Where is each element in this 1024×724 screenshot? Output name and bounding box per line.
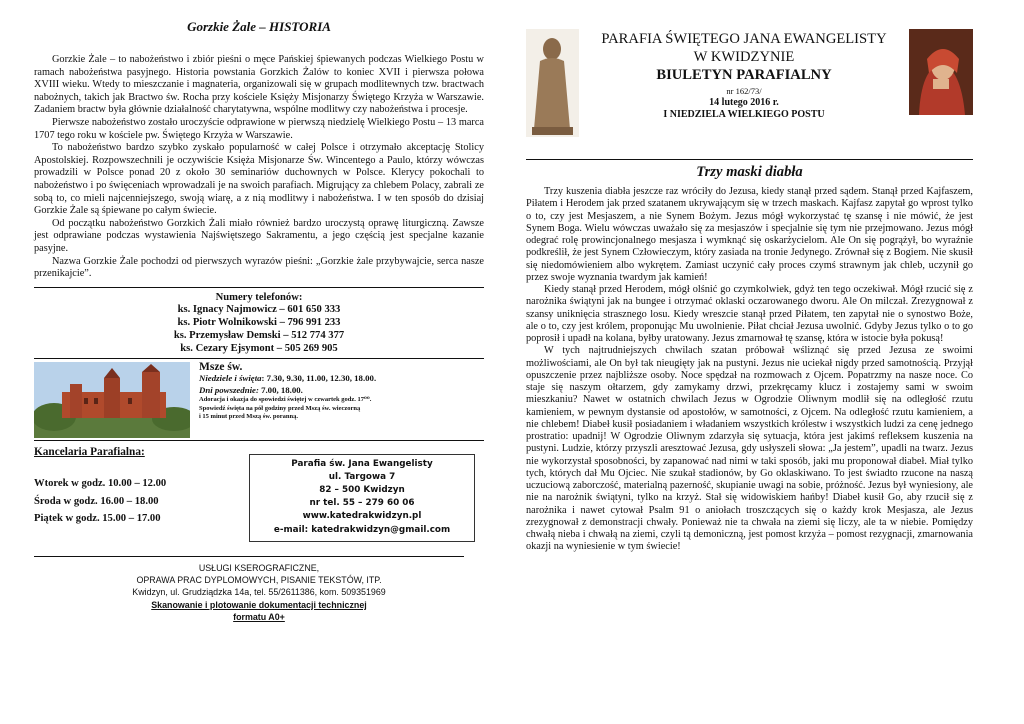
- weekday-label: Dni powszednie:: [199, 384, 259, 395]
- divider: [34, 556, 464, 557]
- issue-number: nr 162/73/: [726, 86, 762, 96]
- article-paragraph: Trzy kuszenia diabła jeszcze raz wróciły do Jezusa, kiedy stanął przed sądem. Stanął przed Kajfaszem, Piłatem i Herodem jak przed szatanem ukrywającym się w trzech maskach. Kajfasz zapytał go wprost tylko o to, czy jest Mesjaszem, a nie Synem Bożym. Jezus mógł wykorzystać tę szansę i nie mówić, że jest Synem Boga. Wielu wówczas uważało się za mesjaszów i specjalnie się tym nie przejmowano. Jezus mógł odegrać rolę prowincjonalnego mesjasza i wymknąć się oskarżycielom. Ale On się pogrążył, bo wyraźnie podkreślił, że jest Synem Człowieczym, który zasiada na tronie Jedynego. Zrównał się z Bogiem. Nie skusił się niedomówieniem albo wykrętem. Zamiast uczynić cały proces czymś strawnym jak chleb, uczynił go przez swoje wyznania twardym jak kamień!: [526, 186, 973, 283]
- history-paragraph: To nabożeństwo bardzo szybko zyskało popularność w całej Polsce i otrzymało akceptację Stolicy Apostolskiej. Rozpowszechnili je oczywiście Księża Misjonarze Św. Wincentego a Paulo, którzy wówczas prowadzili w Polsce ponad 20 z około 30 seminariów duchownych w Polsce. Klerycy pokochali to nabożeństwo i po święceniach wprowadzali je na swoich parafiach. Migrujący za chlebem Polacy, zabrali ze sobą to, co mieli najcenniejszego, swoją wiarę, a z nią modlitwy i nabożeństwa. I w ten sposób do dzisiaj Gorzkie Żale są śpiewane po całym świecie.: [34, 142, 484, 217]
- office-title: Kancelaria Parafialna:: [34, 445, 145, 458]
- sunday-mass: [199, 373, 376, 385]
- services-ad: [34, 562, 484, 623]
- divider: [526, 159, 973, 160]
- saint-statue-image: [526, 29, 579, 137]
- article-paragraph: W tych najtrudniejszych chwilach szatan próbował wśliznąć się przed Jezusa ze swoimi możliwościami, ale On był tak nieugięty jak na pustyni. Jezus nie uciekał nigdy przed samotnością. Przyjął opuszczenie przez najbliższe osoby. Noce spędzał na rozmowach z Ojcem. Popatrzmy na nasze noce. Co staje się naszym ołtarzem, gdy zamykamy drzwi, przekręcamy klucz i zostajemy sami w swoim mieszkaniu? Nawet w ostatnich chwilach Jezus w Ogrodzie Oliwnym modlił się na odległość rzutu kamieniem, w pewnym dystansie od apostołów, w samotności, z Ojcem. Na odległość rzutu kamieniem, a nie chlebem! Diabeł kusił posiadaniem i władaniem wszystkich królestw i wszystkich ludzi za cenę jednego prostratio: upadnij! W Ogrodzie Oliwnym zdarzyła się sytuacja, która jest jakimś refleksem kuszenia na pustyni. Ludzie, którzy przyszli aresztować Jezusa, gdy usłyszeli słowa: „Ja jestem”, upadli na twarz. Jezus nie wykorzystał sposobności, by zapanować nad nimi w taki sposób, jaki mu proponował diabeł. Miał tylko tych, których dał Mu Ojciec. Nie szukał stadionów, by Go oklaskiwano. To jest świadto rzucone na naszą uczuciową zaborczość, materialną pazerność, skupianie uwagi na sobie, próżność. Jezus był wyniesiony, ale nie na narożnik świątyni, tylko na krzyż. Stał się widowiskiem hańby! Diabeł kusił Go, aby rzucił się z narożnika i nawet cytował Psalm 91 o aniołach troszczących się o każdy krok Mesjasza, ale Jezus zrezygnował z demonstracji chwały. Ponieważ nie ta chwała na ziemi się liczy, ale ta w niebie. Pomiędzy chwałą nieba i chwałą na ziemi, czyli tą demoniczną, jest pomost krzyża – pomost rezygnacji, zmarnowania okazji na wyniesienie w tym świecie!: [526, 345, 973, 553]
- bulletin-title: BIULETYN PARAFIALNY: [656, 67, 832, 83]
- history-paragraph: Gorzkie Żale – to nabożeństwo i zbiór pieśni o męce Pańskiej śpiewanych podczas Wielkiego Postu w ramach nabożeństwa pasyjnego. Historia powstania Gorzkich Żalów to koniec XVII i pierwsza połowa XVIII wieku. Wtedy to mieszczanie i magnateria, organizowali się w grupach modlitewnych tzw. bractwach nabożnych, takich jak Bractwo św. Rocha przy kościele Księży Misjonarzy Świętego Krzyża w Warszawie. Zadaniem bractw była głównie działalność charytatywna, wspólne modlitwy czy nabożeństwa i procesje.: [34, 54, 484, 116]
- phone-entry: ks. Ignacy Najmowicz – 601 650 333: [177, 304, 341, 316]
- weekday-times: 7.00, 18.00.: [258, 384, 303, 395]
- castle-photo: [34, 362, 190, 438]
- weekday-mass: [199, 385, 376, 397]
- street: ul. Targowa 7: [328, 471, 396, 482]
- phones-title: Numery telefonów:: [215, 291, 303, 303]
- history-paragraph: Od początku nabożeństwo Gorzkich Żali miało również bardzo uroczystą oprawę liturgiczną. Zawsze jest odprawiane podczas wystawienia Najświętszego Sakramentu, a jego częścią jest specjalne kazanie pasyjne.: [34, 217, 484, 254]
- bulletin-header: [526, 29, 973, 137]
- phone-entry: ks. Cezary Ejsymont – 505 269 905: [180, 342, 338, 354]
- parish-city: W KWIDZYNIE: [693, 49, 795, 65]
- phone-entry: ks. Przemysław Demski – 512 774 377: [173, 330, 345, 342]
- article-paragraph: Kiedy stanął przed Herodem, mógł olśnić go czymkolwiek, gdyż ten tego oczekiwał. Mógł rzucić się z narożnika świątyni jak na bungee i otrzymać oklaski oczarowanego dworu. Ale On milczał. Zrezygnował z szansy uniknięcia strasznego losu. Kiedy wreszcie stanął przed Piłatem, ten zapytał nie o synostwo Boże, ale o to, czy jest królem, proponując Mu uwolnienie. Piłat chciał Jezusa uwolnić. Gdyby Jezus tylko o to go poprosił i upadł na kolana, byłby uratowany. Jezus zmarnował tę szansę, która w istocie była pokusą!: [526, 284, 973, 344]
- divider: [34, 287, 484, 288]
- article-title: Trzy maski diabła: [696, 164, 803, 180]
- parish-title: PARAFIA ŚWIĘTEGO JANA EWANGELISTY: [601, 31, 887, 47]
- issue-date: 14 lutego 2016 r.: [709, 96, 779, 108]
- services-highlight: formatu A0+: [233, 611, 285, 622]
- mass-schedule: [34, 362, 484, 438]
- office-hour: Wtorek w godz. 10.00 – 12.00: [34, 478, 167, 490]
- right-column: [526, 0, 973, 554]
- left-column: [34, 0, 484, 623]
- mass-title: Msze św.: [199, 360, 243, 373]
- liturgical-day: I NIEDZIELA WIELKIEGO POSTU: [663, 108, 825, 120]
- history-text: [34, 54, 484, 281]
- phone: nr tel. 55 – 279 60 06: [309, 498, 415, 509]
- mass-note: Spowiedź święta na pół godziny przed Mszą św. wieczorną: [199, 404, 361, 412]
- history-paragraph: Nazwa Gorzkie Żale pochodzi od pierwszych wyrazów pieśni: „Gorzkie żale przybywajcie, serca nasze przenikajcie”.: [34, 255, 484, 280]
- sunday-times: : 7.30, 9.30, 11.00, 12.30, 18.00.: [261, 373, 377, 384]
- divider: [34, 358, 484, 359]
- mass-note: i 15 minut przed Mszą św. poranną.: [199, 413, 298, 421]
- services-line: Kwidzyn, ul. Grudziądzka 14a, tel. 55/2611386, kom. 509351969: [132, 587, 386, 598]
- history-paragraph: Pierwsze nabożeństwo zostało uroczyście odprawione w pierwszą niedzielę Wielkiego Postu – 13 marca 1707 tego roku w kościele pw. Świętego Krzyża w Warszawie.: [34, 116, 484, 141]
- history-title: Gorzkie Żale – HISTORIA: [187, 19, 331, 34]
- address-box: [249, 454, 475, 542]
- phone-entry: ks. Piotr Wolnikowski – 796 991 233: [177, 317, 341, 329]
- email-link[interactable]: e-mail: katedrakwidzyn@gmail.com: [273, 524, 451, 535]
- parish-name: Parafia św. Jana Ewangelisty: [291, 458, 433, 469]
- sunday-label: Niedziele i święta: [199, 373, 262, 384]
- office-section: [34, 444, 484, 542]
- postal: 82 – 500 Kwidzyn: [319, 485, 405, 496]
- divider: [34, 440, 484, 441]
- article-body: [526, 186, 973, 554]
- mass-note: Adoracja i okazja do spowiedzi świętej w czwartek godz. 17⁰⁰.: [199, 396, 372, 404]
- services-line: OPRAWA PRAC DYPLOMOWYCH, PISANIE TEKSTÓW, ITP.: [136, 575, 382, 586]
- office-hours: [34, 444, 244, 542]
- office-hour: Środa w godz. 16.00 – 18.00: [34, 495, 159, 507]
- services-line: USŁUGI KSEROGRAFICZNE,: [198, 562, 320, 573]
- services-highlight: Skanowanie i plotowanie dokumentacji technicznej: [151, 599, 367, 610]
- phone-list: [34, 292, 484, 356]
- website-link[interactable]: www.katedrakwidzyn.pl: [302, 511, 422, 522]
- office-hour: Piątek w godz. 15.00 – 17.00: [34, 513, 161, 525]
- bulletin-heading: [579, 29, 909, 121]
- painting-image: [909, 29, 973, 115]
